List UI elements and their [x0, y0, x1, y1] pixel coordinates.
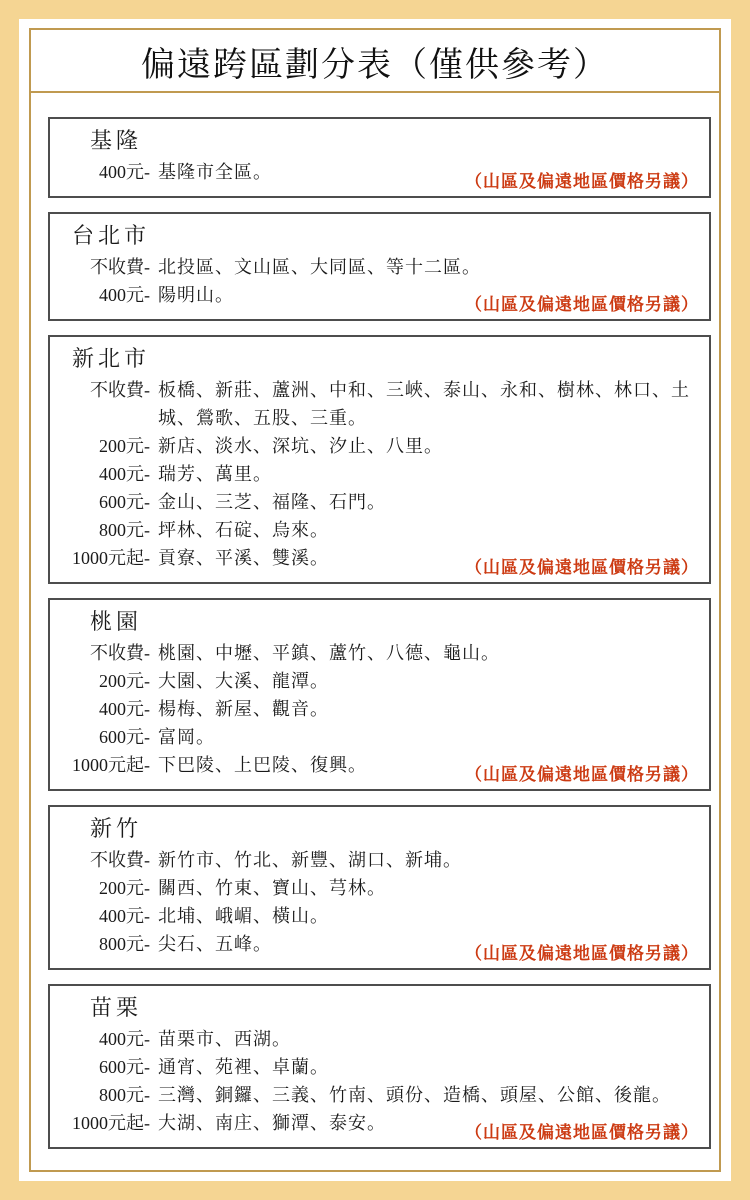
price-label: 600元- — [99, 492, 150, 512]
area-list: 尖石、五峰。 — [158, 934, 272, 954]
area-list: 通宵、苑裡、卓蘭。 — [158, 1057, 329, 1077]
price-label: 200元- — [99, 878, 150, 898]
price-label: 400元- — [99, 162, 150, 182]
area-list: 坪林、石碇、烏來。 — [158, 520, 329, 540]
area-list: 新竹市、竹北、新豐、湖口、新埔。 — [158, 850, 462, 870]
price-label: 800元- — [99, 1085, 150, 1105]
price-label: 200元- — [99, 671, 150, 691]
price-label: 不收費- — [90, 257, 150, 277]
area-list: 下巴陵、上巴陵、復興。 — [158, 755, 367, 775]
region-heading: 新竹 — [90, 816, 143, 841]
region-section — [48, 984, 711, 1149]
price-label: 400元- — [99, 699, 150, 719]
area-list: 大湖、南庄、獅潭、泰安。 — [158, 1113, 386, 1133]
region-heading: 苗栗 — [90, 995, 143, 1020]
region-heading: 台北市 — [72, 223, 151, 248]
region-heading: 新北市 — [72, 346, 151, 371]
area-list: 基隆市全區。 — [158, 162, 272, 182]
area-list: 板橋、新莊、蘆洲、中和、三峽、泰山、永和、樹林、林口、土城、鶯歌、五股、三重。 — [158, 380, 690, 428]
price-rows — [50, 376, 699, 572]
area-list: 瑞芳、萬里。 — [158, 464, 272, 484]
price-row — [50, 1081, 699, 1109]
content-panel — [19, 19, 731, 1181]
area-list: 富岡。 — [158, 727, 215, 747]
price-label: 200元- — [99, 436, 150, 456]
sections-container — [31, 93, 719, 1170]
price-row — [50, 874, 699, 902]
region-section — [48, 598, 711, 791]
page-title: 偏遠跨區劃分表（僅供參考） — [141, 46, 609, 84]
price-row — [50, 376, 699, 432]
area-list: 金山、三芝、福隆、石門。 — [158, 492, 386, 512]
area-list: 北投區、文山區、大同區、等十二區。 — [158, 257, 481, 277]
remote-area-note: （山區及偏遠地區價格另議） — [465, 172, 699, 191]
area-list: 桃園、中壢、平鎮、蘆竹、八德、龜山。 — [158, 643, 500, 663]
region-heading: 基隆 — [90, 128, 143, 153]
price-label: 400元- — [99, 285, 150, 305]
price-row — [50, 253, 699, 281]
price-row — [50, 902, 699, 930]
price-row — [50, 432, 699, 460]
region-section — [48, 805, 711, 970]
remote-area-note: （山區及偏遠地區價格另議） — [465, 558, 699, 577]
price-label: 800元- — [99, 520, 150, 540]
price-row — [50, 723, 699, 751]
area-list: 大園、大溪、龍潭。 — [158, 671, 329, 691]
price-label: 1000元起- — [72, 755, 150, 775]
price-label: 600元- — [99, 1057, 150, 1077]
region-section — [48, 335, 711, 584]
area-list: 楊梅、新屋、觀音。 — [158, 699, 329, 719]
price-row — [50, 516, 699, 544]
price-row — [50, 846, 699, 874]
price-label: 不收費- — [90, 380, 150, 400]
price-label: 800元- — [99, 934, 150, 954]
remote-area-note: （山區及偏遠地區價格另議） — [465, 1123, 699, 1142]
price-label: 400元- — [99, 906, 150, 926]
price-row — [50, 1025, 699, 1053]
area-list: 三灣、銅鑼、三義、竹南、頭份、造橋、頭屋、公館、後龍。 — [158, 1085, 671, 1105]
price-rows — [50, 639, 699, 779]
region-heading: 桃園 — [90, 609, 143, 634]
area-list: 新店、淡水、深坑、汐止、八里。 — [158, 436, 443, 456]
area-list: 關西、竹東、寶山、芎林。 — [158, 878, 386, 898]
area-list: 陽明山。 — [158, 285, 234, 305]
price-label: 1000元起- — [72, 548, 150, 568]
price-row — [50, 667, 699, 695]
price-label: 不收費- — [90, 643, 150, 663]
price-label: 400元- — [99, 1029, 150, 1049]
price-label: 600元- — [99, 727, 150, 747]
region-section — [48, 212, 711, 321]
price-label: 1000元起- — [72, 1113, 150, 1133]
remote-area-note: （山區及偏遠地區價格另議） — [465, 765, 699, 784]
price-label: 不收費- — [90, 850, 150, 870]
price-row — [50, 639, 699, 667]
area-list: 貢寮、平溪、雙溪。 — [158, 548, 329, 568]
area-list: 苗栗市、西湖。 — [158, 1029, 291, 1049]
price-row — [50, 460, 699, 488]
title-band — [31, 30, 719, 93]
remote-area-note: （山區及偏遠地區價格另議） — [465, 944, 699, 963]
gold-frame — [29, 28, 721, 1172]
price-row — [50, 488, 699, 516]
remote-area-note: （山區及偏遠地區價格另議） — [465, 295, 699, 314]
area-list: 北埔、峨嵋、橫山。 — [158, 906, 329, 926]
region-section — [48, 117, 711, 198]
price-row — [50, 695, 699, 723]
price-row — [50, 1053, 699, 1081]
price-label: 400元- — [99, 464, 150, 484]
